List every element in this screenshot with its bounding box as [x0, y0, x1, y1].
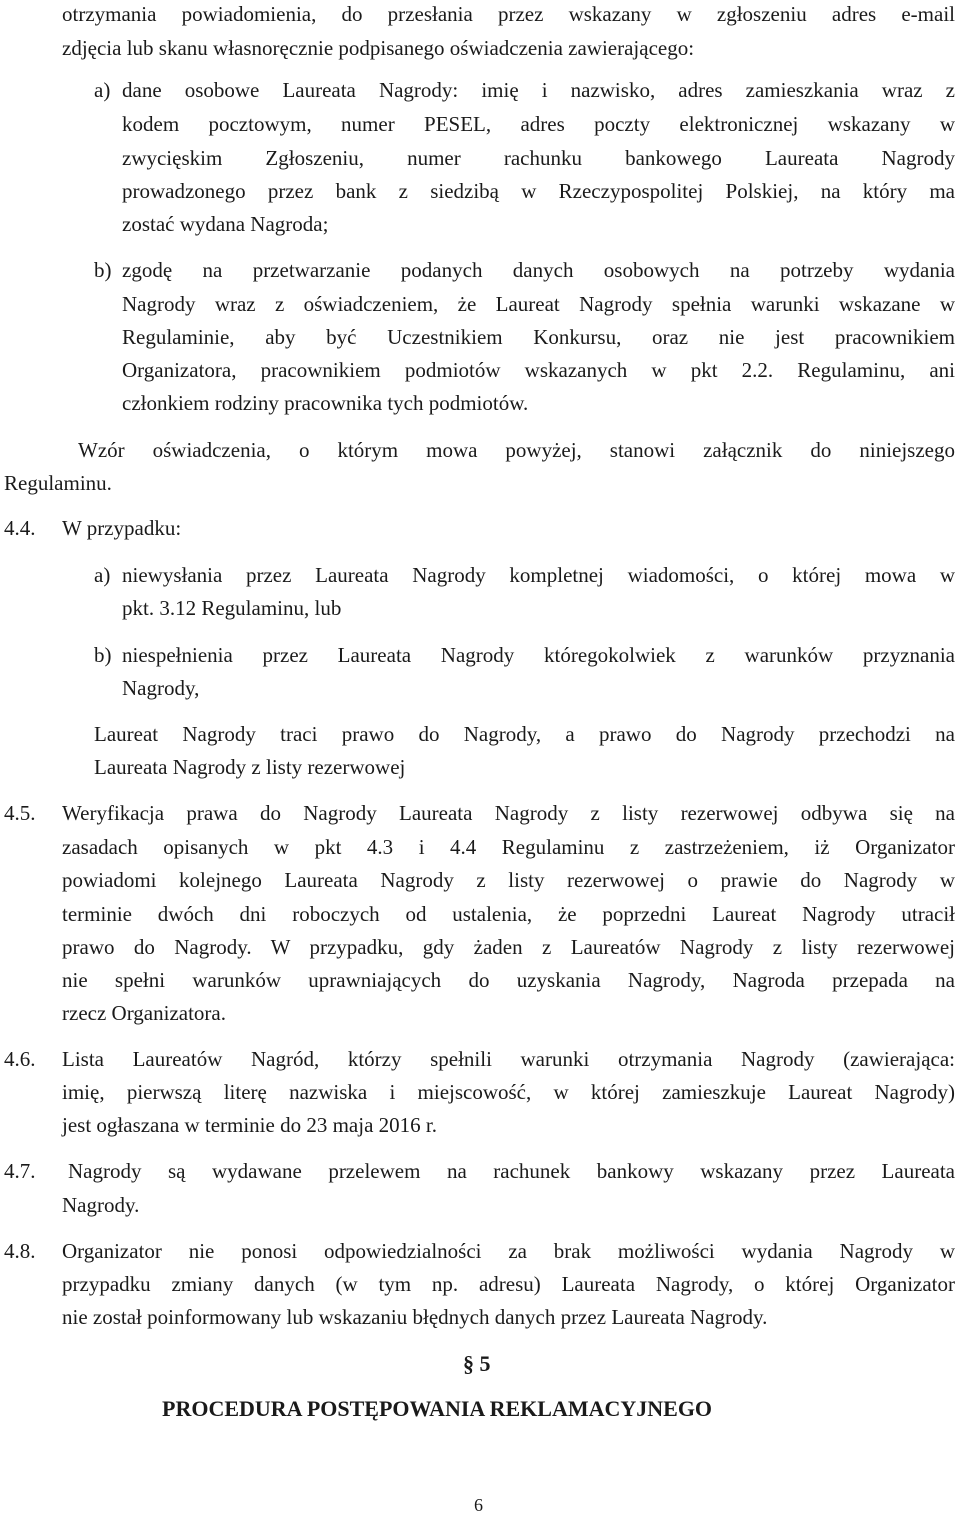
s46-line-1: Lista Laureatów Nagród, którzy spełnili warunki otrzymania Nagrody (zawierająca: [62, 1047, 955, 1071]
item-a-line-1: dane osobowe Laureata Nagrody: imię i nazwisko, adres zamieszkania wraz z [122, 78, 955, 102]
page-number: 6 [474, 1495, 483, 1515]
s45-line-5: prawo do Nagrody. W przypadku, gdy żaden z Laureatów Nagrody z listy rezerwowej [62, 935, 955, 959]
s48-line-1: Organizator nie ponosi odpowiedzialności za brak możliwości wydania Nagrody w [62, 1239, 955, 1263]
s45-line-6: nie spełni warunków uprawniających do uzyskania Nagrody, Nagroda przepada na [62, 968, 955, 992]
s44-a-marker: a) [94, 563, 111, 587]
s44-a-line-1: niewysłania przez Laureata Nagrody kompletnej wiadomości, o której mowa w [122, 563, 955, 587]
template-note-line-2: Regulaminu. [4, 471, 112, 495]
item-a-line-3: zwycięskim Zgłoszeniu, numer rachunku bankowego Laureata Nagrody [122, 146, 955, 170]
section-4-4-title: W przypadku: [62, 516, 182, 540]
section-4-8-number: 4.8. [4, 1239, 36, 1263]
s44-b-line-1: niespełnienia przez Laureata Nagrody któregokolwiek z warunków przyznania [122, 643, 955, 667]
s44-conclusion-line-2: Laureata Nagrody z listy rezerwowej [94, 755, 406, 779]
s45-line-7: rzecz Organizatora. [62, 1001, 227, 1025]
item-b-line-5: członkiem rodziny pracownika tych podmiotów. [122, 391, 529, 415]
s44-a-line-2: pkt. 3.12 Regulaminu, lub [122, 596, 342, 620]
s48-line-3: nie został poinformowany lub wskazaniu błędnych danych przez Laureata Nagrody. [62, 1305, 768, 1329]
s46-line-3: jest ogłaszana w terminie do 23 maja 2016 r. [62, 1113, 437, 1137]
section-4-4-number: 4.4. [4, 516, 36, 540]
s45-line-2: zasadach opisanych w pkt 4.3 i 4.4 Regulaminu z zastrzeżeniem, iż Organizator [62, 835, 955, 859]
item-b-line-4: Organizatora, pracownikiem podmiotów wskazanych w pkt 2.2. Regulaminu, ani [122, 358, 955, 382]
chapter-title: PROCEDURA POSTĘPOWANIA REKLAMACYJNEGO [162, 1396, 713, 1421]
s45-line-1: Weryfikacja prawa do Nagrody Laureata Nagrody z listy rezerwowej odbywa się na [62, 801, 955, 825]
s48-line-2: przypadku zmiany danych (w tym np. adresu) Laureata Nagrody, o której Organizator [62, 1272, 955, 1296]
intro-line-1: otrzymania powiadomienia, do przesłania przez wskazany w zgłoszeniu adres e-mail [62, 2, 955, 26]
s47-line-1: Nagrody są wydawane przelewem na rachunek bankowy wskazany przez Laureata [68, 1159, 955, 1183]
item-b-marker: b) [94, 258, 112, 282]
s44-b-line-2: Nagrody, [122, 676, 200, 700]
item-a-line-4: prowadzonego przez bank z siedzibą w Rzeczypospolitej Polskiej, na który ma [122, 179, 955, 203]
s47-line-2: Nagrody. [62, 1193, 140, 1217]
s45-line-3: powiadomi kolejnego Laureata Nagrody z listy rezerwowej o prawie do Nagrody w [62, 868, 955, 892]
s44-b-marker: b) [94, 643, 112, 667]
item-a-line-5: zostać wydana Nagroda; [122, 212, 329, 236]
item-a-line-2: kodem pocztowym, numer PESEL, adres poczty elektronicznej wskazany w [122, 112, 955, 136]
section-4-5-number: 4.5. [4, 801, 36, 825]
item-b-line-3: Regulaminie, aby być Uczestnikiem Konkursu, oraz nie jest pracownikiem [122, 325, 955, 349]
item-b-line-2: Nagrody wraz z oświadczeniem, że Laureat Nagrody spełnia warunki wskazane w [122, 292, 955, 316]
s45-line-4: terminie dwóch dni roboczych od ustalenia, że poprzedni Laureat Nagrody utracił [62, 902, 955, 926]
s46-line-2: imię, pierwszą literę nazwiska i miejscowość, w której zamieszkuje Laureat Nagrody) [62, 1080, 955, 1104]
item-a-marker: a) [94, 78, 111, 102]
intro-line-2: zdjęcia lub skanu własnoręcznie podpisanego oświadczenia zawierającego: [62, 36, 695, 60]
section-4-6-number: 4.6. [4, 1047, 36, 1071]
template-note-line-1: Wzór oświadczenia, o którym mowa powyżej, stanowi załącznik do niniejszego [78, 438, 955, 462]
item-b-line-1: zgodę na przetwarzanie podanych danych osobowych na potrzeby wydania [122, 258, 955, 282]
s44-conclusion-line-1: Laureat Nagrody traci prawo do Nagrody, a prawo do Nagrody przechodzi na [94, 722, 955, 746]
chapter-number: § 5 [463, 1351, 491, 1376]
section-4-7-number: 4.7. [4, 1159, 36, 1183]
